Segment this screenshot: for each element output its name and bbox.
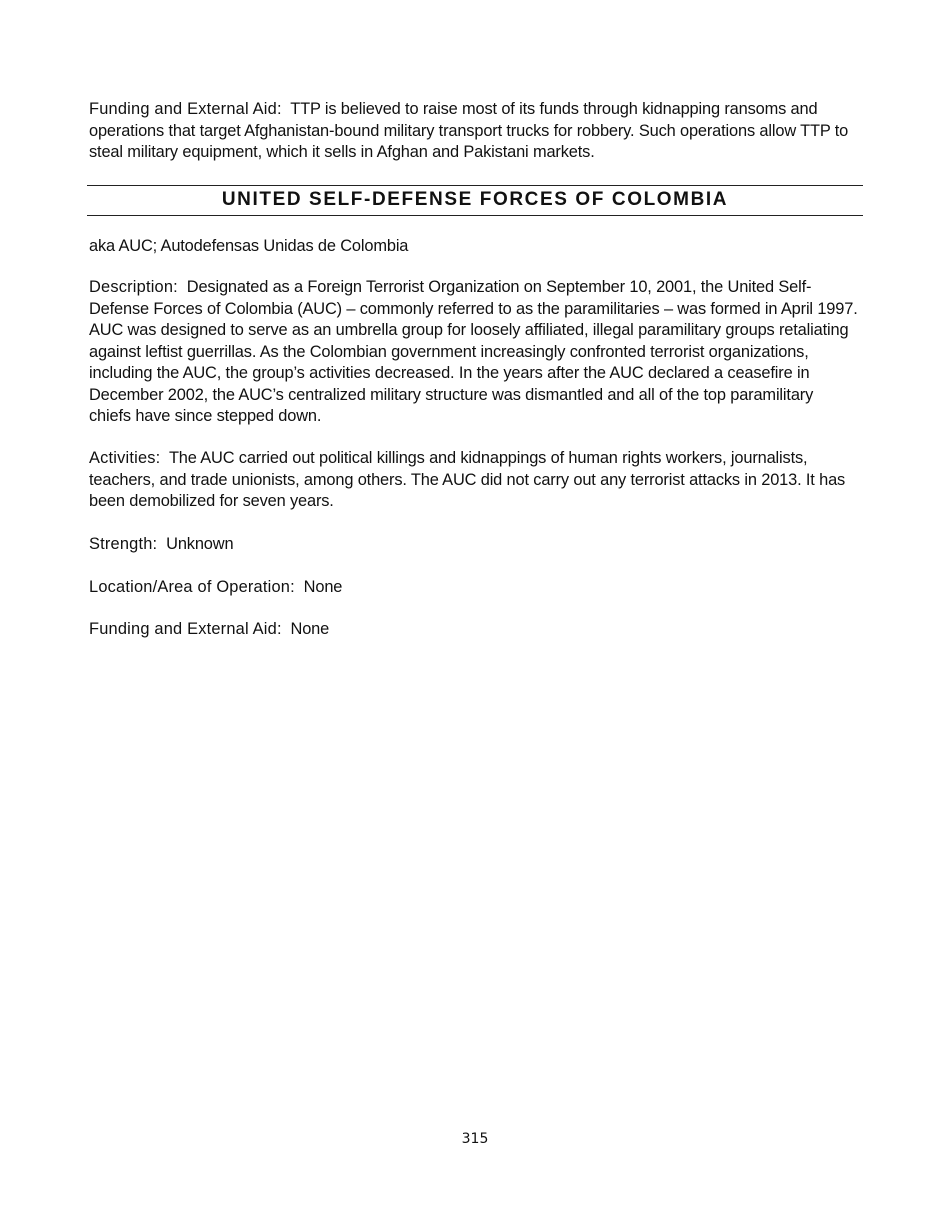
strength-paragraph: [89, 534, 859, 556]
description-paragraph: [89, 277, 859, 428]
auc-funding-text: None: [290, 620, 330, 638]
activities-text: The AUC carried out political killings and kidnappings of human rights workers, journalists, teachers, and trade unionists, among others. The AUC did not carry out any terrorist attacks in 2013. It has been demobilized for seven years.: [89, 449, 846, 510]
strength-label: Strength:: [89, 535, 158, 553]
activities-label: Activities:: [89, 449, 161, 467]
section-title: UNITED SELF-DEFENSE FORCES OF COLOMBIA: [87, 185, 863, 216]
page-number: 315: [461, 1131, 489, 1147]
aka-line: aka AUC; Autodefensas Unidas de Colombia: [89, 237, 409, 255]
description-text: Designated as a Foreign Terrorist Organization on September 10, 2001, the United Self-Defense Forces of Colombia (AUC) – commonly referred to as the paramilitaries – was formed in April 1997. AUC was designed to serve as an umbrella group for loosely affiliated, illegal paramilitary groups retaliating against leftist guerrillas. As the Colombian government increasingly confronted terrorist organizations, including the AUC, the group’s activities decreased. In the years after the AUC declared a ceasefire in December 2002, the AUC’s centralized military structure was dismantled and all of the top paramilitary chiefs have since stepped down.: [89, 278, 858, 425]
location-text: None: [303, 578, 343, 596]
strength-text: Unknown: [166, 535, 234, 553]
auc-funding-label: Funding and External Aid:: [89, 620, 282, 638]
auc-funding-paragraph: [89, 619, 859, 641]
location-label: Location/Area of Operation:: [89, 578, 295, 596]
ttp-funding-paragraph: [89, 99, 859, 164]
ttp-funding-label: Funding and External Aid:: [89, 100, 282, 118]
location-paragraph: [89, 577, 859, 599]
activities-paragraph: [89, 448, 859, 513]
ttp-funding-text: TTP is believed to raise most of its funds through kidnapping ransoms and operations that target Afghanistan-bound military transport trucks for robbery. Such operations allow TTP to steal military equipment, which it sells in Afghan and Pakistani markets.: [89, 100, 849, 161]
description-label: Description:: [89, 278, 178, 296]
